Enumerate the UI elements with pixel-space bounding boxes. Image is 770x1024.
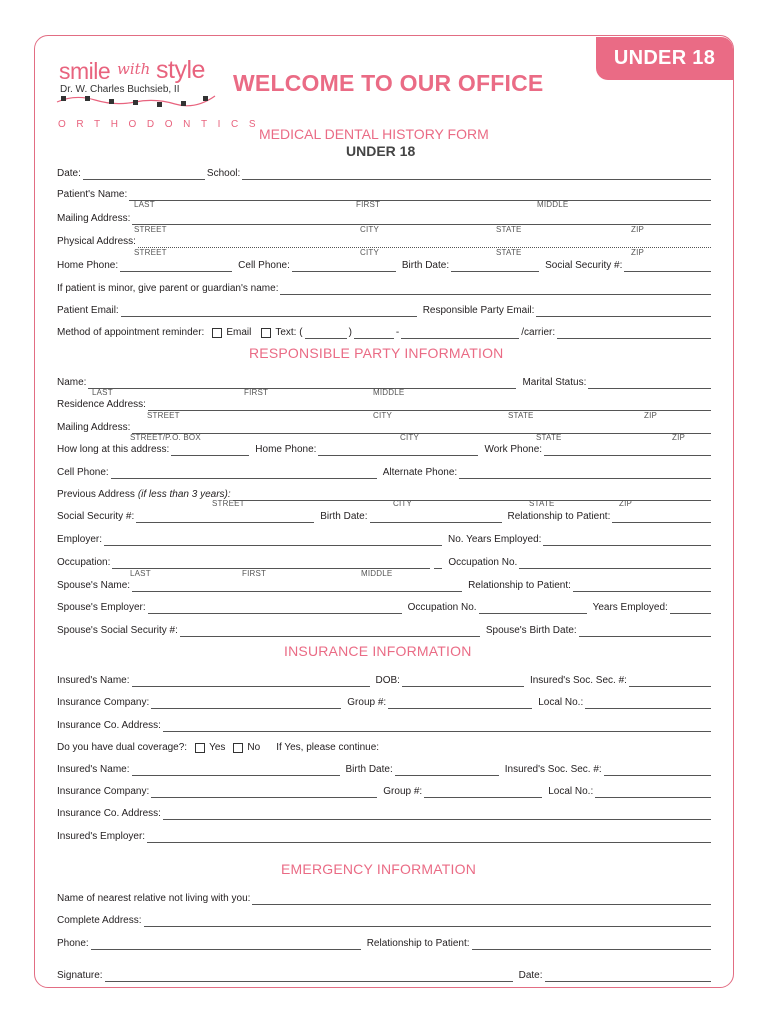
braces-wave-icon bbox=[55, 92, 217, 112]
occupation-no-label: Occupation No. bbox=[448, 557, 518, 568]
if-yes-label: If Yes, please continue: bbox=[276, 742, 380, 753]
logo-doctor-name: Dr. W. Charles Buchsieb, II bbox=[60, 84, 180, 95]
local-2-label: Local No.: bbox=[548, 786, 594, 797]
sub-zip: ZIP bbox=[672, 433, 686, 442]
previous-address-field[interactable] bbox=[233, 491, 711, 501]
insured-name-2-label: Insured's Name: bbox=[57, 764, 130, 775]
email-option-label: Email bbox=[226, 327, 252, 338]
rp-relationship-label: Relationship to Patient: bbox=[507, 511, 611, 522]
work-phone-field[interactable] bbox=[544, 446, 711, 456]
spouse-name-field[interactable] bbox=[132, 582, 462, 592]
rp-name-field[interactable] bbox=[88, 379, 516, 389]
sub-zip: ZIP bbox=[631, 248, 645, 257]
responsible-party-heading: RESPONSIBLE PARTY INFORMATION bbox=[249, 345, 504, 361]
how-long-field[interactable] bbox=[171, 446, 249, 456]
insured-name-row bbox=[57, 674, 713, 687]
emergency-relationship-field[interactable] bbox=[472, 940, 711, 950]
text-checkbox[interactable] bbox=[261, 328, 271, 338]
date-label: Date: bbox=[57, 168, 81, 179]
sub-street: STREET bbox=[147, 411, 180, 420]
group-field[interactable] bbox=[388, 699, 532, 709]
spouse-relationship-label: Relationship to Patient: bbox=[468, 580, 571, 591]
patient-email-label: Patient Email: bbox=[57, 305, 119, 316]
rp-cell-field[interactable] bbox=[111, 469, 377, 479]
sub-street: STREET bbox=[212, 499, 245, 508]
dob-label: DOB: bbox=[375, 675, 400, 686]
dual-coverage-row bbox=[57, 741, 713, 754]
sub-zip: ZIP bbox=[644, 411, 658, 420]
rp-mailing-label: Mailing Address: bbox=[57, 422, 131, 433]
patient-name-row bbox=[57, 188, 713, 201]
occupation-no-field[interactable] bbox=[519, 559, 711, 569]
rp-mailing-field[interactable] bbox=[132, 424, 711, 434]
relative-field[interactable] bbox=[252, 895, 711, 905]
rp-ssn-row bbox=[57, 510, 713, 523]
sub-state: STATE bbox=[536, 433, 562, 442]
residence-row bbox=[57, 398, 713, 411]
sub-state: STATE bbox=[529, 499, 555, 508]
insurance-address-row bbox=[57, 719, 713, 732]
sub-middle: MIDDLE bbox=[537, 200, 569, 209]
employer-row bbox=[57, 533, 713, 546]
area-code-field[interactable] bbox=[305, 329, 347, 339]
paren-close: ) bbox=[348, 327, 352, 338]
occupation-extra-field[interactable] bbox=[434, 559, 442, 569]
reminder-row bbox=[57, 326, 713, 339]
guardian-row bbox=[57, 282, 713, 295]
patient-name-label: Patient's Name: bbox=[57, 189, 128, 200]
school-field[interactable] bbox=[242, 170, 711, 180]
mailing-address-field[interactable] bbox=[132, 215, 711, 225]
complete-address-label: Complete Address: bbox=[57, 915, 142, 926]
no-checkbox[interactable] bbox=[233, 743, 243, 753]
rp-name-label: Name: bbox=[57, 377, 87, 388]
occupation-row bbox=[57, 556, 713, 569]
local-field[interactable] bbox=[585, 699, 711, 709]
sub-street-po: STREET/P.O. BOX bbox=[130, 433, 201, 442]
dual-coverage-label: Do you have dual coverage?: bbox=[57, 742, 188, 753]
spouse-ssn-label: Spouse's Social Security #: bbox=[57, 625, 178, 636]
how-long-label: How long at this address: bbox=[57, 444, 170, 455]
insurance-company-label: Insurance Company: bbox=[57, 697, 150, 708]
emergency-phone-label: Phone: bbox=[57, 938, 89, 949]
rp-cell-row bbox=[57, 466, 713, 479]
phones-row bbox=[57, 259, 713, 272]
ssn-label: Social Security #: bbox=[545, 260, 623, 271]
group-label: Group #: bbox=[347, 697, 387, 708]
sub-state: STATE bbox=[496, 225, 522, 234]
insured-name-label: Insured's Name: bbox=[57, 675, 130, 686]
marital-status-field[interactable] bbox=[588, 379, 711, 389]
sub-city: CITY bbox=[400, 433, 420, 442]
home-phone-label: Home Phone: bbox=[57, 260, 119, 271]
signature-row bbox=[57, 969, 713, 982]
local-2-field[interactable] bbox=[595, 788, 711, 798]
employer-field[interactable] bbox=[104, 536, 442, 546]
rp-ssn-label: Social Security #: bbox=[57, 511, 135, 522]
sub-street: STREET bbox=[134, 248, 167, 257]
insurance-address-field[interactable] bbox=[163, 722, 711, 732]
sub-first: FIRST bbox=[356, 200, 381, 209]
under-18-badge: UNDER 18 bbox=[596, 37, 733, 80]
page-title: WELCOME TO OUR OFFICE bbox=[233, 70, 544, 96]
alt-phone-field[interactable] bbox=[459, 469, 711, 479]
sub-city: CITY bbox=[373, 411, 393, 420]
sub-last: LAST bbox=[130, 569, 151, 578]
previous-address-row bbox=[57, 488, 713, 501]
form-title: MEDICAL DENTAL HISTORY FORM bbox=[259, 126, 489, 142]
sub-last: LAST bbox=[134, 200, 155, 209]
rp-birth-date-field[interactable] bbox=[370, 513, 502, 523]
carrier-field[interactable] bbox=[557, 329, 711, 339]
years-employed-field[interactable] bbox=[543, 536, 711, 546]
sub-first: FIRST bbox=[242, 569, 267, 578]
group-2-label: Group #: bbox=[383, 786, 423, 797]
relative-label: Name of nearest relative not living with you: bbox=[57, 893, 251, 904]
date-school-row bbox=[57, 167, 713, 180]
occupation-field[interactable] bbox=[112, 559, 430, 569]
employer-label: Employer: bbox=[57, 534, 103, 545]
home-phone-field[interactable] bbox=[120, 262, 232, 272]
rp-birth-date-label: Birth Date: bbox=[320, 511, 368, 522]
insurance-address-label: Insurance Co. Address: bbox=[57, 720, 161, 731]
spouse-relationship-field[interactable] bbox=[573, 582, 711, 592]
birth-date-field[interactable] bbox=[451, 262, 539, 272]
insured-employer-label: Insured's Employer: bbox=[57, 831, 146, 842]
sub-zip: ZIP bbox=[631, 225, 645, 234]
sub-city: CITY bbox=[393, 499, 413, 508]
insured-employer-row bbox=[57, 830, 713, 843]
rp-phones-row bbox=[57, 443, 713, 456]
insured-birth-date-label: Birth Date: bbox=[345, 764, 393, 775]
insured-birth-date-field[interactable] bbox=[395, 766, 499, 776]
relative-row bbox=[57, 892, 713, 905]
spouse-years-field[interactable] bbox=[670, 604, 711, 614]
no-label: No bbox=[247, 742, 261, 753]
signature-field[interactable] bbox=[105, 972, 513, 982]
physical-address-label: Physical Address: bbox=[57, 236, 136, 247]
insurance-address-2-row bbox=[57, 807, 713, 820]
email-checkbox[interactable] bbox=[212, 328, 222, 338]
spouse-birth-date-label: Spouse's Birth Date: bbox=[485, 625, 577, 636]
rp-relationship-field[interactable] bbox=[612, 513, 711, 523]
signature-date-label: Date: bbox=[518, 970, 543, 981]
years-employed-label: No. Years Employed: bbox=[448, 534, 542, 545]
residence-label: Residence Address: bbox=[57, 399, 146, 410]
date-field[interactable] bbox=[83, 170, 205, 180]
sub-city: CITY bbox=[360, 248, 380, 257]
cell-phone-field[interactable] bbox=[292, 262, 396, 272]
insured-name-2-field[interactable] bbox=[132, 766, 340, 776]
emergency-phone-field[interactable] bbox=[91, 940, 361, 950]
dob-field[interactable] bbox=[402, 677, 524, 687]
mailing-address-row bbox=[57, 212, 713, 225]
sub-last: LAST bbox=[92, 388, 113, 397]
insured-ssn-2-field[interactable] bbox=[604, 766, 711, 776]
insurance-address-2-label: Insurance Co. Address: bbox=[57, 808, 161, 819]
marital-status-label: Marital Status: bbox=[522, 377, 587, 388]
spouse-name-label: Spouse's Name: bbox=[57, 580, 131, 591]
rp-ssn-field[interactable] bbox=[136, 513, 314, 523]
residence-field[interactable] bbox=[148, 401, 711, 411]
spouse-employer-field[interactable] bbox=[148, 604, 402, 614]
spouse-occupation-no-field[interactable] bbox=[479, 604, 587, 614]
phone-line-field[interactable] bbox=[401, 329, 519, 339]
logo-orthodontics-text: ORTHODONTICS bbox=[58, 119, 267, 130]
carrier-label: /carrier: bbox=[521, 327, 556, 338]
sub-middle: MIDDLE bbox=[361, 569, 393, 578]
patient-email-field[interactable] bbox=[121, 307, 417, 317]
insured-ssn-field[interactable] bbox=[629, 677, 711, 687]
dash-label: - bbox=[395, 327, 400, 338]
email-row bbox=[57, 304, 713, 317]
work-phone-label: Work Phone: bbox=[484, 444, 543, 455]
insurance-heading: INSURANCE INFORMATION bbox=[284, 643, 472, 659]
insured-ssn-label: Insured's Soc. Sec. #: bbox=[529, 675, 627, 686]
spouse-name-row bbox=[57, 579, 713, 592]
emergency-heading: EMERGENCY INFORMATION bbox=[281, 861, 477, 877]
school-label: School: bbox=[206, 168, 241, 179]
yes-label: Yes bbox=[209, 742, 226, 753]
patient-name-field[interactable] bbox=[129, 191, 711, 201]
previous-address-label: Previous Address bbox=[57, 489, 135, 500]
spouse-birth-date-field[interactable] bbox=[579, 627, 711, 637]
complete-address-row bbox=[57, 914, 713, 927]
sub-city: CITY bbox=[360, 225, 380, 234]
form-subtitle: UNDER 18 bbox=[346, 143, 416, 159]
complete-address-field[interactable] bbox=[144, 917, 712, 927]
insurance-address-2-field[interactable] bbox=[163, 810, 711, 820]
sub-street: STREET bbox=[134, 225, 167, 234]
group-2-field[interactable] bbox=[424, 788, 542, 798]
responsible-email-field[interactable] bbox=[536, 307, 711, 317]
insured-employer-field[interactable] bbox=[147, 833, 711, 843]
spouse-ssn-field[interactable] bbox=[180, 627, 480, 637]
rp-home-phone-label: Home Phone: bbox=[255, 444, 317, 455]
ssn-field[interactable] bbox=[624, 262, 711, 272]
insured-ssn-2-label: Insured's Soc. Sec. #: bbox=[504, 764, 602, 775]
physical-address-row bbox=[57, 235, 713, 248]
mailing-address-label: Mailing Address: bbox=[57, 213, 131, 224]
yes-checkbox[interactable] bbox=[195, 743, 205, 753]
spouse-employer-row bbox=[57, 601, 713, 614]
signature-date-field[interactable] bbox=[545, 972, 712, 982]
insurance-company-2-label: Insurance Company: bbox=[57, 786, 150, 797]
insured-name-2-row bbox=[57, 763, 713, 776]
phone-prefix-field[interactable] bbox=[354, 329, 394, 339]
insurance-company-2-row bbox=[57, 785, 713, 798]
local-label: Local No.: bbox=[538, 697, 584, 708]
alt-phone-label: Alternate Phone: bbox=[382, 467, 458, 478]
insurance-company-2-field[interactable] bbox=[151, 788, 377, 798]
emergency-phone-row bbox=[57, 937, 713, 950]
logo-smile-text: smile bbox=[59, 58, 111, 84]
cell-phone-label: Cell Phone: bbox=[238, 260, 290, 271]
birth-date-label: Birth Date: bbox=[401, 260, 450, 271]
sub-zip: ZIP bbox=[619, 499, 633, 508]
sub-first: FIRST bbox=[244, 388, 269, 397]
physical-address-field[interactable] bbox=[138, 238, 711, 248]
sub-state: STATE bbox=[496, 248, 522, 257]
rp-home-phone-field[interactable] bbox=[318, 446, 478, 456]
guardian-field[interactable] bbox=[280, 285, 711, 295]
spouse-ssn-row bbox=[57, 624, 713, 637]
sub-state: STATE bbox=[508, 411, 534, 420]
previous-address-note: (if less than 3 years): bbox=[137, 489, 231, 500]
logo-with-text: with bbox=[117, 60, 151, 78]
insurance-company-row bbox=[57, 696, 713, 709]
logo-style-text: style bbox=[156, 56, 205, 84]
rp-cell-label: Cell Phone: bbox=[57, 467, 109, 478]
spouse-occupation-no-label: Occupation No. bbox=[407, 602, 477, 613]
insurance-company-field[interactable] bbox=[151, 699, 341, 709]
signature-label: Signature: bbox=[57, 970, 103, 981]
spouse-years-label: Years Employed: bbox=[592, 602, 668, 613]
reminder-label: Method of appointment reminder: bbox=[57, 327, 205, 338]
spouse-employer-label: Spouse's Employer: bbox=[57, 602, 146, 613]
guardian-label: If patient is minor, give parent or guardian's name: bbox=[57, 283, 279, 294]
occupation-label: Occupation: bbox=[57, 557, 111, 568]
responsible-email-label: Responsible Party Email: bbox=[422, 305, 535, 316]
sub-middle: MIDDLE bbox=[373, 388, 405, 397]
text-option-label: Text: ( bbox=[275, 327, 303, 338]
insured-name-field[interactable] bbox=[132, 677, 370, 687]
emergency-relationship-label: Relationship to Patient: bbox=[366, 938, 470, 949]
